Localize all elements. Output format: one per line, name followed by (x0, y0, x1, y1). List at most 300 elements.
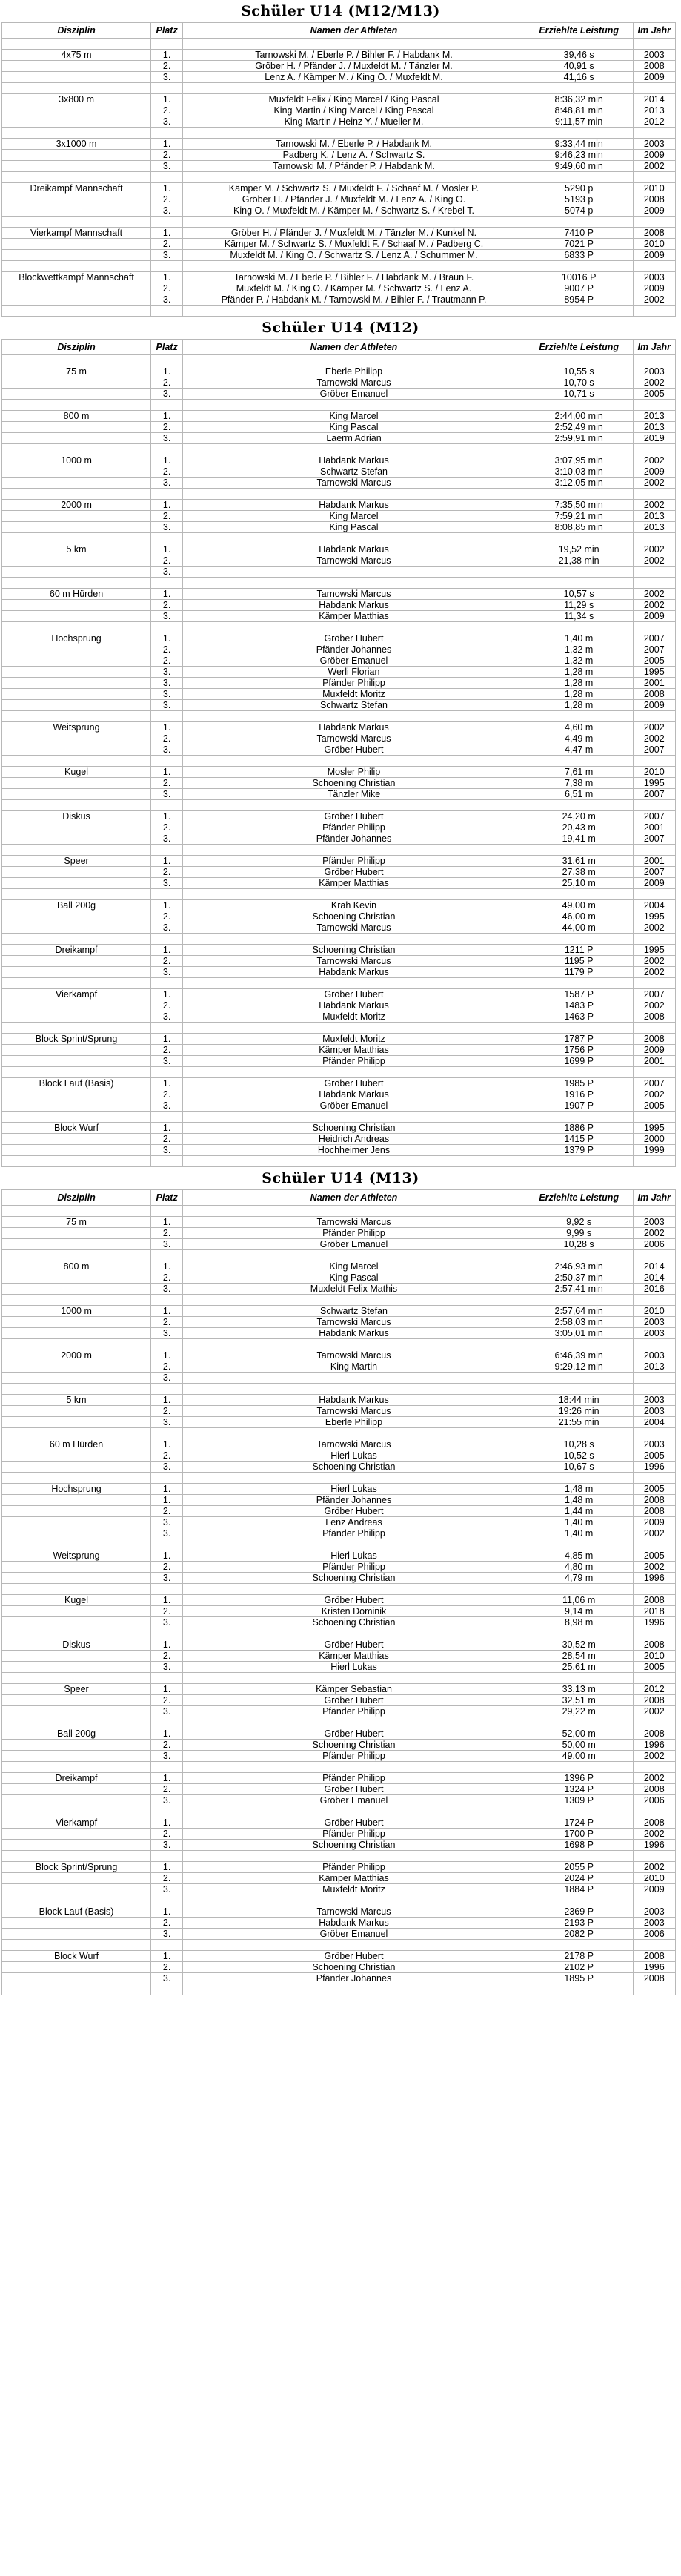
place-cell: 2. (151, 911, 183, 922)
empty-cell (183, 128, 525, 139)
empty-cell (183, 217, 525, 228)
place-cell: 1. (151, 767, 183, 778)
athletes-cell: Pfänder Johannes (183, 833, 525, 845)
athletes-cell: Tarnowski Marcus (183, 1317, 525, 1328)
performance-cell: 52,00 m (525, 1728, 633, 1740)
year-cell: 2013 (633, 522, 676, 533)
performance-cell: 6:46,39 min (525, 1350, 633, 1361)
athletes-cell: Gröber Hubert (183, 1639, 525, 1651)
athletes-cell: Tarnowski Marcus (183, 1439, 525, 1450)
athletes-cell: Muxfeldt Moritz (183, 1011, 525, 1023)
year-cell: 2007 (633, 833, 676, 845)
empty-cell (151, 800, 183, 811)
year-cell: 2003 (633, 366, 676, 377)
discipline-cell (2, 239, 151, 250)
empty-cell (2, 489, 151, 500)
performance-cell: 2:50,37 min (525, 1272, 633, 1284)
year-cell: 2008 (633, 1695, 676, 1706)
discipline-cell (2, 667, 151, 678)
athletes-cell: Gröber H. / Pfänder J. / Muxfeldt M. / Tänzler M. / Kunkel N. (183, 228, 525, 239)
empty-cell (151, 622, 183, 633)
performance-cell: 10,28 s (525, 1439, 633, 1450)
discipline-cell (2, 1462, 151, 1473)
athletes-cell: Pfänder Philipp (183, 1228, 525, 1239)
empty-cell (633, 1940, 676, 1951)
athletes-cell: Gröber Hubert (183, 1078, 525, 1089)
athletes-cell: Kämper Matthias (183, 878, 525, 889)
year-cell: 2003 (633, 1906, 676, 1918)
performance-cell: 44,00 m (525, 922, 633, 934)
empty-cell (151, 1806, 183, 1817)
table-row (2, 150, 676, 161)
empty-cell (633, 1112, 676, 1123)
year-cell: 2003 (633, 1395, 676, 1406)
athletes-cell (183, 1373, 525, 1384)
athletes-cell: Gröber Hubert (183, 811, 525, 822)
table-row (2, 294, 676, 306)
place-cell: 1. (151, 1862, 183, 1873)
year-cell: 2003 (633, 1439, 676, 1450)
table-row (2, 1728, 676, 1740)
spacer-row (2, 978, 676, 989)
column-header: Im Jahr (633, 23, 676, 39)
discipline-cell: Weitsprung (2, 722, 151, 733)
year-cell: 2007 (633, 1078, 676, 1089)
discipline-cell (2, 1145, 151, 1156)
empty-cell (151, 83, 183, 94)
discipline-cell: 1000 m (2, 1306, 151, 1317)
spacer-row (2, 1806, 676, 1817)
table-row (2, 1089, 676, 1100)
year-cell: 2002 (633, 500, 676, 511)
table-row (2, 1973, 676, 1984)
table-row (2, 655, 676, 667)
year-cell: 2002 (633, 1089, 676, 1100)
section-title: Schüler U14 (M13) (262, 1170, 419, 1186)
empty-cell (633, 261, 676, 272)
year-cell: 2008 (633, 1595, 676, 1606)
performance-cell: 1483 P (525, 1000, 633, 1011)
year-cell: 1995 (633, 1123, 676, 1134)
table-row (2, 767, 676, 778)
discipline-cell (2, 1884, 151, 1895)
discipline-cell (2, 433, 151, 444)
place-cell: 2. (151, 283, 183, 294)
discipline-cell (2, 600, 151, 611)
table-row (2, 822, 676, 833)
performance-cell: 9:33,44 min (525, 139, 633, 150)
empty-cell (151, 355, 183, 366)
year-cell: 2016 (633, 1284, 676, 1295)
empty-cell (2, 1628, 151, 1639)
year-cell: 2008 (633, 1951, 676, 1962)
year-cell: 2013 (633, 105, 676, 116)
performance-cell: 1,44 m (525, 1506, 633, 1517)
athletes-cell: Pfänder Philipp (183, 678, 525, 689)
empty-cell (2, 355, 151, 366)
year-cell: 2002 (633, 1228, 676, 1239)
discipline-cell (2, 778, 151, 789)
empty-cell (2, 1156, 151, 1167)
performance-cell: 9007 P (525, 283, 633, 294)
performance-cell: 5074 p (525, 205, 633, 217)
athletes-cell: Schoening Christian (183, 778, 525, 789)
empty-cell (633, 306, 676, 317)
performance-cell: 1324 P (525, 1784, 633, 1795)
year-cell: 2002 (633, 722, 676, 733)
empty-cell (525, 261, 633, 272)
year-cell: 2010 (633, 767, 676, 778)
athletes-cell: Gröber Hubert (183, 1506, 525, 1517)
place-cell: 2. (151, 105, 183, 116)
empty-cell (633, 489, 676, 500)
table-row (2, 1595, 676, 1606)
empty-cell (633, 444, 676, 455)
empty-cell (525, 533, 633, 544)
athletes-cell: Mosler Philip (183, 767, 525, 778)
place-cell: 3. (151, 1056, 183, 1067)
discipline-cell (2, 1328, 151, 1339)
performance-cell (525, 1373, 633, 1384)
empty-cell (151, 400, 183, 411)
empty-cell (633, 1539, 676, 1550)
place-cell: 1. (151, 50, 183, 61)
place-cell: 1. (151, 139, 183, 150)
year-cell: 2002 (633, 1562, 676, 1573)
table-row (2, 1617, 676, 1628)
place-cell: 3. (151, 1795, 183, 1806)
place-cell: 3. (151, 116, 183, 128)
place-cell: 2. (151, 1272, 183, 1284)
discipline-cell (2, 689, 151, 700)
year-cell: 1995 (633, 778, 676, 789)
discipline-cell (2, 1573, 151, 1584)
athletes-cell: Habdank Markus (183, 544, 525, 555)
empty-cell (633, 1295, 676, 1306)
table-row (2, 989, 676, 1000)
table-row (2, 722, 676, 733)
year-cell: 2007 (633, 989, 676, 1000)
empty-cell (183, 1895, 525, 1906)
discipline-cell (2, 1000, 151, 1011)
empty-cell (183, 400, 525, 411)
performance-cell: 8,98 m (525, 1617, 633, 1628)
empty-cell (183, 1628, 525, 1639)
year-cell: 2006 (633, 1239, 676, 1250)
performance-cell: 20,43 m (525, 822, 633, 833)
discipline-cell (2, 567, 151, 578)
place-cell: 1. (151, 1639, 183, 1651)
year-cell: 2002 (633, 478, 676, 489)
year-cell: 2013 (633, 1361, 676, 1373)
performance-cell: 28,54 m (525, 1651, 633, 1662)
year-cell: 1996 (633, 1740, 676, 1751)
table-row (2, 1962, 676, 1973)
athletes-cell: Gröber H. / Pfänder J. / Muxfeldt M. / Tänzler M. (183, 61, 525, 72)
empty-cell (183, 756, 525, 767)
year-cell: 2006 (633, 1795, 676, 1806)
empty-cell (151, 1673, 183, 1684)
table-row (2, 733, 676, 744)
year-cell: 2009 (633, 1045, 676, 1056)
empty-cell (525, 1250, 633, 1261)
performance-cell: 1195 P (525, 956, 633, 967)
empty-cell (183, 1156, 525, 1167)
performance-cell: 2102 P (525, 1962, 633, 1973)
year-cell: 2014 (633, 1261, 676, 1272)
column-header: Im Jahr (633, 1190, 676, 1206)
empty-cell (633, 1717, 676, 1728)
table-row (2, 1573, 676, 1584)
performance-cell: 1211 P (525, 945, 633, 956)
empty-cell (633, 1023, 676, 1034)
year-cell: 2002 (633, 1773, 676, 1784)
empty-cell (525, 444, 633, 455)
athletes-cell: Habdank Markus (183, 1328, 525, 1339)
table-row (2, 1884, 676, 1895)
discipline-cell: Blockwettkampf Mannschaft (2, 272, 151, 283)
empty-cell (633, 1473, 676, 1484)
discipline-cell (2, 1045, 151, 1056)
empty-cell (2, 1206, 151, 1217)
table-row (2, 283, 676, 294)
discipline-cell (2, 1089, 151, 1100)
athletes-cell: Tarnowski M. / Pfänder P. / Habdank M. (183, 161, 525, 172)
performance-cell: 2369 P (525, 1906, 633, 1918)
empty-cell (151, 217, 183, 228)
performance-cell: 1787 P (525, 1034, 633, 1045)
empty-cell (525, 1428, 633, 1439)
table-row (2, 72, 676, 83)
header-row (2, 23, 676, 39)
discipline-cell (2, 967, 151, 978)
place-cell: 1. (151, 1728, 183, 1740)
athletes-cell: Gröber Hubert (183, 1951, 525, 1962)
year-cell: 2002 (633, 589, 676, 600)
year-cell: 2009 (633, 1884, 676, 1895)
discipline-cell (2, 1228, 151, 1239)
discipline-cell (2, 205, 151, 217)
performance-cell: 1309 P (525, 1795, 633, 1806)
spacer-row (2, 1295, 676, 1306)
athletes-cell: Pfänder Philipp (183, 1829, 525, 1840)
athletes-cell: Tarnowski Marcus (183, 1406, 525, 1417)
spacer-row (2, 1250, 676, 1261)
discipline-cell (2, 250, 151, 261)
empty-cell (525, 1295, 633, 1306)
column-header: Namen der Athleten (183, 1190, 525, 1206)
place-cell: 3. (151, 1528, 183, 1539)
spacer-row (2, 622, 676, 633)
performance-cell: 1179 P (525, 967, 633, 978)
discipline-cell: 1000 m (2, 455, 151, 466)
place-cell: 2. (151, 150, 183, 161)
table-row (2, 1706, 676, 1717)
place-cell: 1. (151, 1684, 183, 1695)
performance-cell: 2:44,00 min (525, 411, 633, 422)
discipline-cell (2, 867, 151, 878)
athletes-cell: Schoening Christian (183, 1123, 525, 1134)
athletes-cell: Habdank Markus (183, 1089, 525, 1100)
performance-cell: 39,46 s (525, 50, 633, 61)
discipline-cell: Block Wurf (2, 1951, 151, 1962)
performance-cell: 9:11,57 min (525, 116, 633, 128)
year-cell: 2014 (633, 94, 676, 105)
place-cell: 2. (151, 1784, 183, 1795)
performance-cell: 10,28 s (525, 1239, 633, 1250)
empty-cell (151, 711, 183, 722)
empty-cell (183, 622, 525, 633)
empty-cell (183, 800, 525, 811)
athletes-cell: Pfänder Philipp (183, 1773, 525, 1784)
performance-cell: 1,32 m (525, 655, 633, 667)
discipline-cell (2, 294, 151, 306)
empty-cell (525, 1717, 633, 1728)
year-cell: 2010 (633, 239, 676, 250)
athletes-cell: King Pascal (183, 522, 525, 533)
place-cell: 3. (151, 1417, 183, 1428)
place-cell: 1. (151, 1951, 183, 1962)
column-header: Erziehlte Leistung (525, 23, 633, 39)
table-row (2, 1906, 676, 1918)
athletes-cell: Muxfeldt M. / King O. / Schwartz S. / Lenz A. / Schummer M. (183, 250, 525, 261)
discipline-cell (2, 1606, 151, 1617)
table-row (2, 678, 676, 689)
place-cell: 1. (151, 989, 183, 1000)
place-cell: 2. (151, 239, 183, 250)
empty-cell (183, 1940, 525, 1951)
table-row (2, 1862, 676, 1873)
place-cell: 3. (151, 1100, 183, 1112)
performance-cell: 25,10 m (525, 878, 633, 889)
empty-cell (2, 400, 151, 411)
table-row (2, 250, 676, 261)
table-row (2, 61, 676, 72)
place-cell: 2. (151, 377, 183, 389)
performance-cell: 32,51 m (525, 1695, 633, 1706)
year-cell: 2019 (633, 433, 676, 444)
discipline-cell (2, 466, 151, 478)
place-cell: 3. (151, 1373, 183, 1384)
performance-cell: 19,52 min (525, 544, 633, 555)
place-cell: 3. (151, 678, 183, 689)
year-cell: 1996 (633, 1840, 676, 1851)
empty-cell (633, 39, 676, 50)
place-cell: 2. (151, 466, 183, 478)
spacer-row (2, 756, 676, 767)
performance-cell: 24,20 m (525, 811, 633, 822)
discipline-cell (2, 1506, 151, 1517)
table-row (2, 1740, 676, 1751)
place-cell: 1. (151, 1261, 183, 1272)
table-row (2, 1317, 676, 1328)
performance-cell: 1699 P (525, 1056, 633, 1067)
table-row (2, 1123, 676, 1134)
place-cell: 3. (151, 1145, 183, 1156)
place-cell: 2. (151, 778, 183, 789)
discipline-cell (2, 72, 151, 83)
empty-cell (151, 978, 183, 989)
empty-cell (151, 306, 183, 317)
place-cell: 1. (151, 856, 183, 867)
athletes-cell: Kämper Sebastian (183, 1684, 525, 1695)
athletes-cell: Kämper Matthias (183, 1045, 525, 1056)
performance-cell: 1,40 m (525, 633, 633, 644)
athletes-cell: Kämper Matthias (183, 611, 525, 622)
empty-cell (633, 355, 676, 366)
place-cell: 2. (151, 600, 183, 611)
empty-cell (633, 889, 676, 900)
discipline-cell (2, 150, 151, 161)
athletes-cell: Padberg K. / Lenz A. / Schwartz S. (183, 150, 525, 161)
place-cell: 1. (151, 1078, 183, 1089)
discipline-cell: 5 km (2, 544, 151, 555)
empty-cell (525, 128, 633, 139)
place-cell: 3. (151, 922, 183, 934)
athletes-cell: Pfänder Johannes (183, 644, 525, 655)
athletes-cell: King Martin / King Marcel / King Pascal (183, 105, 525, 116)
performance-cell: 1,40 m (525, 1517, 633, 1528)
empty-cell (525, 1339, 633, 1350)
athletes-cell: Habdank Markus (183, 455, 525, 466)
year-cell: 2002 (633, 555, 676, 567)
place-cell: 1. (151, 900, 183, 911)
place-cell: 3. (151, 833, 183, 845)
empty-cell (525, 800, 633, 811)
empty-cell (151, 1023, 183, 1034)
performance-cell: 7:35,50 min (525, 500, 633, 511)
empty-cell (633, 1384, 676, 1395)
athletes-cell: Schoening Christian (183, 1962, 525, 1973)
discipline-cell: Dreikampf (2, 945, 151, 956)
performance-cell: 1415 P (525, 1134, 633, 1145)
athletes-cell: Tarnowski Marcus (183, 733, 525, 744)
discipline-cell: Block Lauf (Basis) (2, 1906, 151, 1918)
discipline-cell (2, 389, 151, 400)
empty-cell (183, 172, 525, 183)
empty-cell (525, 1206, 633, 1217)
year-cell: 2013 (633, 411, 676, 422)
year-cell: 1996 (633, 1962, 676, 1973)
performance-cell: 3:07,95 min (525, 455, 633, 466)
athletes-cell: Kämper M. / Schwartz S. / Muxfeldt F. / Schaaf M. / Padberg C. (183, 239, 525, 250)
empty-cell (151, 1940, 183, 1951)
performance-cell: 1,28 m (525, 667, 633, 678)
empty-cell (2, 128, 151, 139)
place-cell: 3. (151, 1517, 183, 1528)
empty-cell (525, 83, 633, 94)
discipline-cell (2, 478, 151, 489)
empty-cell (183, 83, 525, 94)
empty-cell (2, 1339, 151, 1350)
empty-cell (183, 1428, 525, 1439)
year-cell: 2006 (633, 1929, 676, 1940)
spacer-row (2, 845, 676, 856)
year-cell: 2009 (633, 150, 676, 161)
spacer-row (2, 1895, 676, 1906)
discipline-cell (2, 644, 151, 655)
year-cell: 2002 (633, 600, 676, 611)
spacer-row (2, 1851, 676, 1862)
discipline-cell: Vierkampf (2, 1817, 151, 1829)
year-cell: 1996 (633, 1573, 676, 1584)
empty-cell (2, 800, 151, 811)
spacer-row (2, 1584, 676, 1595)
performance-cell: 1,28 m (525, 700, 633, 711)
discipline-cell (2, 733, 151, 744)
performance-cell: 2178 P (525, 1951, 633, 1962)
athletes-cell: Schoening Christian (183, 1740, 525, 1751)
